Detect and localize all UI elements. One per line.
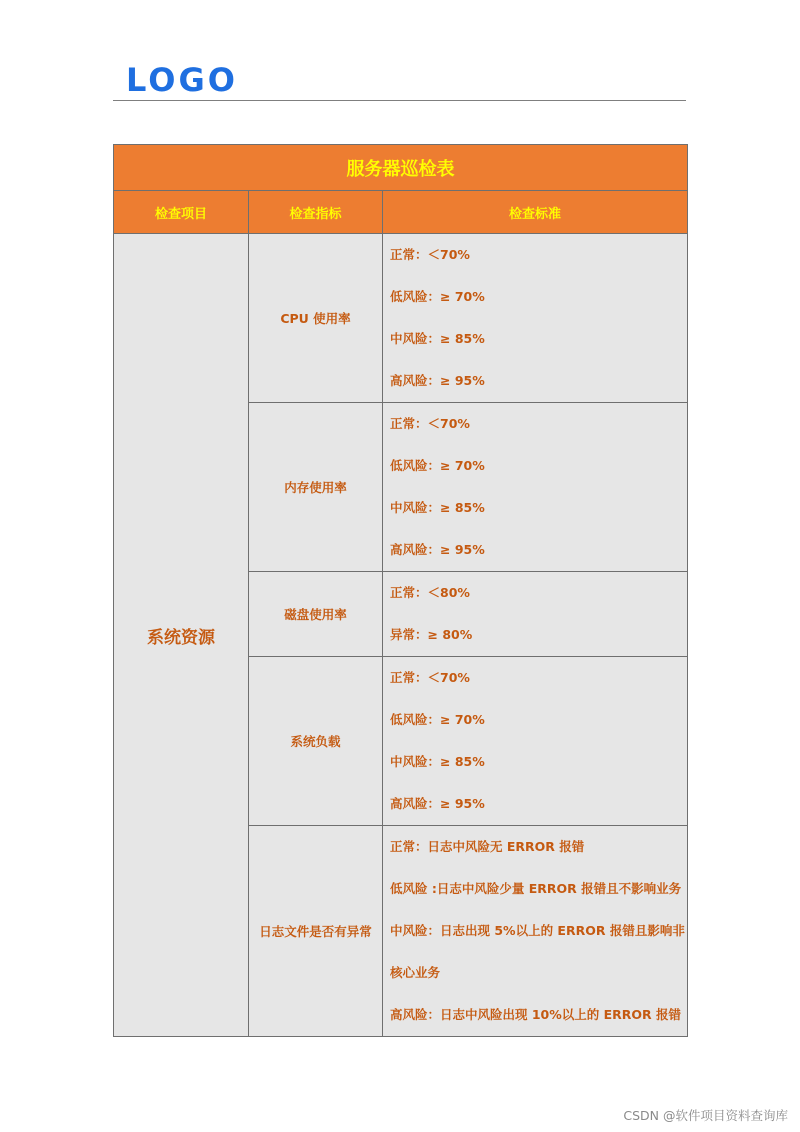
criteria-line: 正常：＜70% [390,416,470,431]
criteria-memory-usage [383,403,688,572]
criteria-line: 高风险：≥ 95% [390,796,485,811]
criteria-line: 中风险：≥ 85% [390,331,485,346]
header-divider [113,100,686,101]
logo: LOGO [126,61,238,99]
criteria-line: 高风险：日志中风险出现 10%以上的 ERROR 报错 [390,1007,682,1022]
criteria-log-anomaly [383,826,688,1037]
criteria-system-load [383,657,688,826]
criteria-line: 异常：≥ 80% [390,627,473,642]
criteria-disk-usage [383,572,688,657]
criteria-line: 正常：＜70% [390,670,470,685]
criteria-line: 低风险：≥ 70% [390,458,485,473]
criteria-line: 高风险：≥ 95% [390,542,485,557]
criteria-line: 正常：＜70% [390,247,470,262]
footer-credit: CSDN @软件项目资料查询库 [623,1108,788,1123]
criteria-cpu-usage [383,234,688,403]
metric-memory-usage: 内存使用率 [249,403,383,572]
criteria-line: 正常：日志中风险无 ERROR 报错 [390,839,585,854]
criteria-line: 中风险：≥ 85% [390,754,485,769]
metric-disk-usage: 磁盘使用率 [249,572,383,657]
table-title: 服务器巡检表 [114,145,688,191]
server-inspection-table [113,144,688,1037]
column-header-item: 检查项目 [114,191,249,234]
criteria-line: 中风险：日志出现 5%以上的 ERROR 报错且影响非 [390,923,685,938]
column-header-metric: 检查指标 [249,191,383,234]
criteria-line: 低风险 :日志中风险少量 ERROR 报错且不影响业务 [390,881,682,896]
category-cell: 系统资源 [114,234,249,1037]
criteria-line: 核心业务 [390,965,441,980]
criteria-line: 低风险：≥ 70% [390,289,485,304]
criteria-line: 中风险：≥ 85% [390,500,485,515]
metric-cpu-usage: CPU 使用率 [249,234,383,403]
criteria-line: 正常：＜80% [390,585,470,600]
column-header-criteria: 检查标准 [383,191,688,234]
criteria-line: 高风险：≥ 95% [390,373,485,388]
metric-system-load: 系统负载 [249,657,383,826]
criteria-line: 低风险：≥ 70% [390,712,485,727]
metric-log-anomaly: 日志文件是否有异常 [249,826,383,1037]
